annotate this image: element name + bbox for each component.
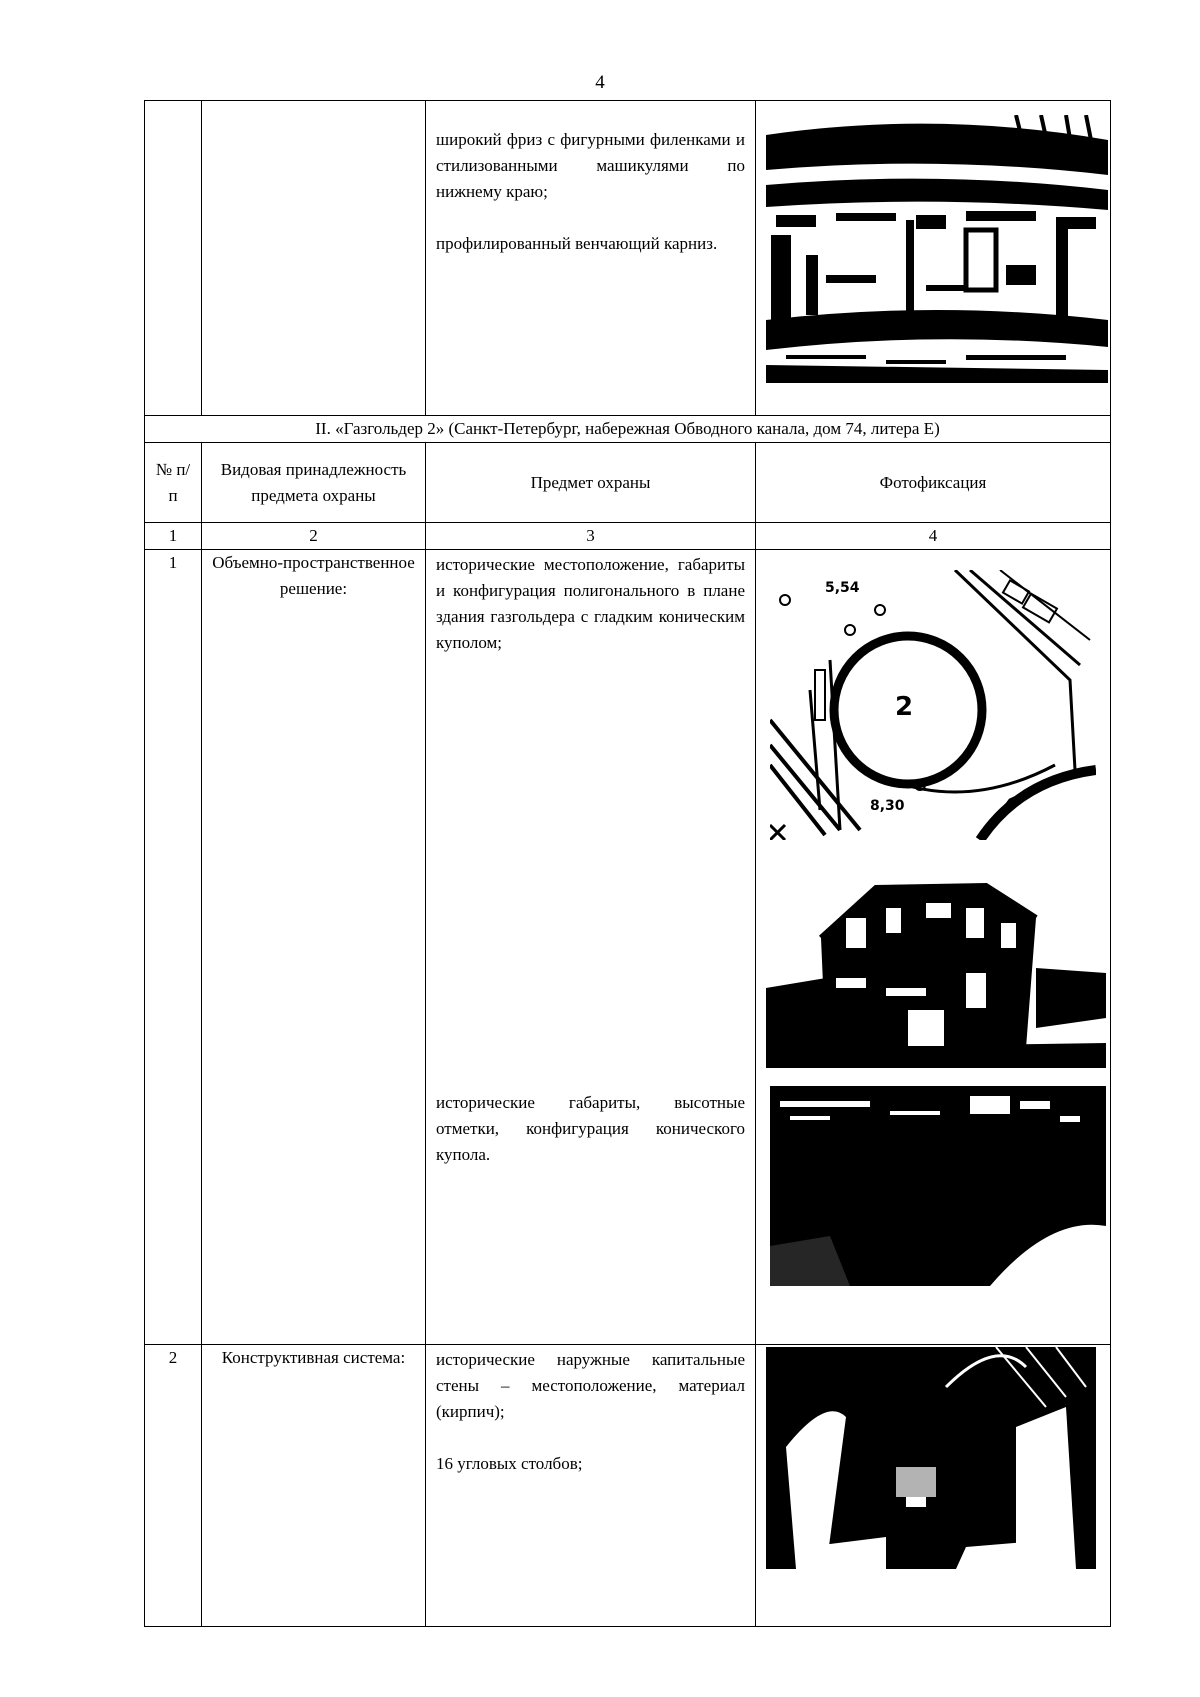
row1-kind: Объемно-пространственное решение: bbox=[202, 550, 426, 1345]
gasholder-exterior-photo bbox=[766, 878, 1106, 1068]
plan-label: 2 bbox=[895, 692, 914, 722]
plan-mark-1: 5,54 bbox=[825, 580, 860, 596]
header-num: № п/п bbox=[145, 443, 202, 523]
table-row bbox=[145, 1345, 1111, 1627]
cont-item-2: профилированный венчающий карниз. bbox=[436, 234, 718, 253]
colnum-4: 4 bbox=[756, 523, 1111, 550]
site-plan-image bbox=[770, 570, 1096, 840]
cont-photo-cell bbox=[756, 101, 1111, 416]
interior-walls-photo bbox=[766, 1347, 1096, 1569]
row2-item-1: исторические наружные капитальные стены – местоположение, материал (кирпич); bbox=[436, 1350, 745, 1421]
row2-subject-cell bbox=[426, 1345, 756, 1627]
colnum-1: 1 bbox=[145, 523, 202, 550]
plan-mark-2: 8,30 bbox=[870, 798, 905, 814]
table-row bbox=[145, 550, 1111, 1345]
colnum-2: 2 bbox=[202, 523, 426, 550]
colnum-3: 3 bbox=[426, 523, 756, 550]
column-number-row bbox=[145, 523, 1111, 550]
cont-num-cell bbox=[145, 101, 202, 416]
row2-item-2: 16 угловых столбов; bbox=[436, 1454, 583, 1473]
header-photo: Фотофиксация bbox=[756, 443, 1111, 523]
row1-item-2: исторические габариты, высотные отметки, конфигурация конического купола. bbox=[436, 1093, 745, 1164]
header-row bbox=[145, 443, 1111, 523]
row2-num: 2 bbox=[145, 1345, 202, 1627]
cont-kind-cell bbox=[202, 101, 426, 416]
facade-cornice-photo bbox=[766, 115, 1108, 383]
header-kind: Видовая принадлежность предмета охраны bbox=[202, 443, 426, 523]
section-title-row bbox=[145, 416, 1111, 443]
cont-item-1: широкий фриз с фигурными филенками и стилизованными машикулями по нижнему краю; bbox=[436, 130, 745, 201]
row2-photo-cell bbox=[756, 1345, 1111, 1627]
dome-interior-photo bbox=[770, 1086, 1106, 1286]
row1-subject-cell bbox=[426, 550, 756, 1345]
continuation-row bbox=[145, 101, 1111, 416]
protection-table bbox=[144, 100, 1111, 1627]
row1-item-1: исторические местоположение, габариты и конфигурация полигонального в плане здания газгольдера с гладким коническим куполом; bbox=[436, 555, 745, 652]
section-title: II. «Газгольдер 2» (Санкт-Петербург, набережная Обводного канала, дом 74, литера Е) bbox=[145, 416, 1111, 443]
cont-subject-cell bbox=[426, 101, 756, 416]
page-number: 4 bbox=[595, 72, 605, 93]
header-subject: Предмет охраны bbox=[426, 443, 756, 523]
row1-photo-cell bbox=[756, 550, 1111, 1345]
row2-kind: Конструктивная система: bbox=[202, 1345, 426, 1627]
row1-num: 1 bbox=[145, 550, 202, 1345]
